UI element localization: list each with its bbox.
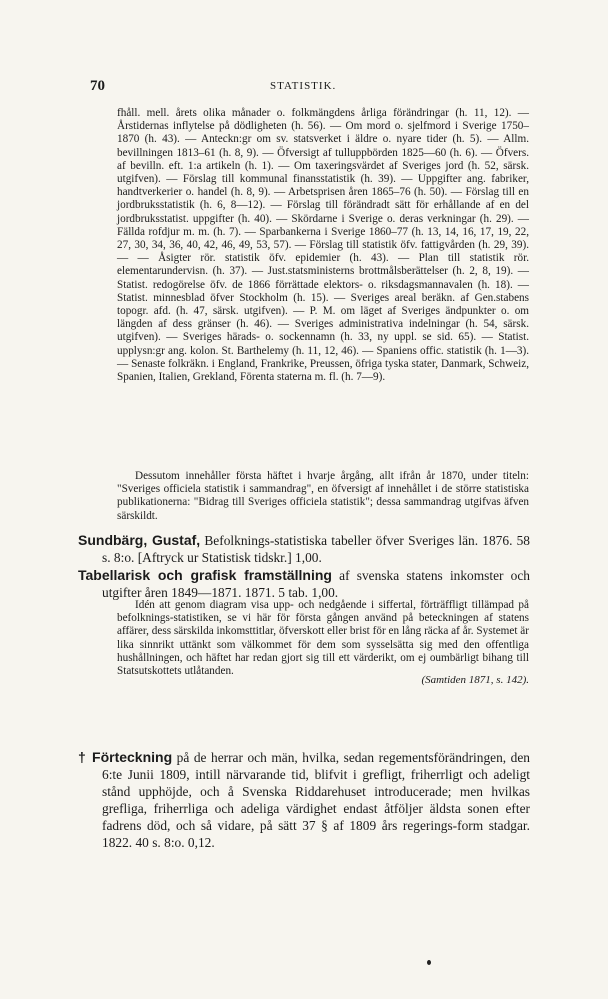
review-paragraph: Idén att genom diagram visa upp- och nedgående i siffertal, förträffligt tillämpad på befolknings-statistiken, se vi här för första gången använd på beteckningen af statens affärer, dess särskilda inkomsttitlar, öfverskott eller brist för en lång räcka af år. Systemet är lika sinnrikt uttänkt som välkommet för dem som sysselsätta sig med den offentliga hushållningen, och häftet har redan gjort sig till ett värderikt, om ej oumbärligt bihang till Statsutskottets utlåtanden.: [117, 599, 529, 678]
ink-speck: [427, 960, 431, 965]
review-citation: (Samtiden 1871, s. 142).: [421, 674, 529, 686]
page-number: 70: [90, 78, 105, 94]
summary-paragraph: Dessutom innehåller första häftet i hvarje årgång, allt ifrån år 1870, under titeln: "Sveriges officiela statistik i sammandrag", en öfversigt af innehållet i de större statistiska publikationerna: "Bidrag till Sveriges officiela statistik"; dessa sammandrag utgifvas äfven särskildt.: [117, 470, 529, 522]
entry-text: [78, 532, 530, 566]
bibliography-entry-tabellarisk: [78, 567, 530, 601]
page-header: [90, 78, 520, 94]
entry-title: Tabellarisk och grafisk framställning: [78, 567, 332, 583]
entry-description: på de herrar och män, hvilka, sedan regementsförändringen, den 6:te Junii 1809, intill närvarande tid, blifvit i grefligt, friherrligt och adeligt stånd upphöjde, och å Svenska Riddarehuset introducerade; men hvilkas grefliga, friherrliga och adeliga värdighet endast åtföljer äldsta sonen efter fadrens död, och så vidare, på sätt 37 § af 1809 års regerings-form stadgar. 1822. 40 s. 8:o. 0,12.: [102, 750, 531, 850]
running-title: STATISTIK.: [270, 80, 337, 92]
entry-author: Sundbärg, Gustaf,: [78, 532, 201, 548]
contents-paragraph: fhåll. mell. årets olika månader o. folkmängdens årliga förändringar (h. 11, 12). — Årstidernas inflytelse på dödligheten (h. 56). — Om mord o. sjelfmord i Sverige 1750–1870 (h. 43). — Anteckn:gr om sv. statsverket i äldre o. nyare tider (h. 5). — Allm. bevillningen 1813–61 (h. 8, 9). — Öfversigt af tulluppbörden 1825—60 (h. 6). — Öfvers. af bevilln. eft. 1:a artikeln (h. 1). — Om taxeringsvärdet af Sveriges jord (h. 52, särsk. utgifven). — Förslag till kommunal finansstatistik (h. 39). — Uppgifter ang. fabriker, handtverkerier o. handel (h. 8, 9). — Arbetsprisen åren 1865–76 (h. 50). — Förslag till en jordbruksstatistik (h. 6, 8—12). — Förslag till förändradt sätt för erhållande af en del jordbruksstatist. uppgifter (h. 40). — Skördarne i Sverige o. deras verkningar (h. 29). — Fällda rofdjur m. m. (h. 7). — Sparbankerna i Sverige 1860–77 (h. 13, 14, 16, 17, 19, 22, 27, 30, 34, 36, 40, 42, 46, 49, 53, 57). — Förslag till statistik öfv. fattigvården (h. 29, 39). — — Åsigter rör. statistik öfv. epidemier (h. 43). — Plan till statistik rör. elementarundervisn. (h. 37). — Just.statsministerns brottmålsberättelser (h. 2, 8, 19). — Statist. redogörelse öfv. de 1866 förrättade elektors- o. riksdagsmannavalen (h. 18). — Statist. minnesblad öfver Stockholm (h. 15). — Sveriges areal beräkn. af Gen.stabens topogr. afd. (h. 47, särsk. utgifven). — P. M. om läget af Sveriges ändpunkter o. om längden af dess gränser (h. 46). — Sveriges administrativa indelningar (h. 54, särsk. utgifven). — Sveriges härads- o. sockennamn (h. 33, ny uppl. se sid. 65). — Statist. upplysn:gr ang. kolon. St. Barthelemy (h. 11, 12, 46). — Spaniens offic. statistik (h. 1—3). — Senaste folkräkn. i England, Frankrike, Preussen, öfriga tyska stater, Danmark, Schweiz, Spanien, Italien, Grekland, Förenta staterna m. fl. (h. 7—9).: [117, 107, 529, 384]
entry-title: † Förteckning: [78, 749, 173, 765]
bibliography-entry-forteckning: [78, 749, 530, 851]
entry-text: [78, 567, 530, 601]
entry-text: [78, 749, 530, 851]
contents-list-continued: [117, 107, 529, 384]
bibliography-entry-sundbarg: [78, 532, 530, 566]
entry-description: af svenska statens inkomster och utgifter åren 1849—1871. 1871. 5 tab. 1,00.: [102, 568, 531, 600]
summary-note: [117, 470, 529, 523]
review-quote: [117, 599, 529, 678]
entry-description: Befolknings-statistiska tabeller öfver Sveriges län. 1876. 58 s. 8:o. [Aftryck ur Statistisk tidskr.] 1,00.: [102, 533, 530, 565]
